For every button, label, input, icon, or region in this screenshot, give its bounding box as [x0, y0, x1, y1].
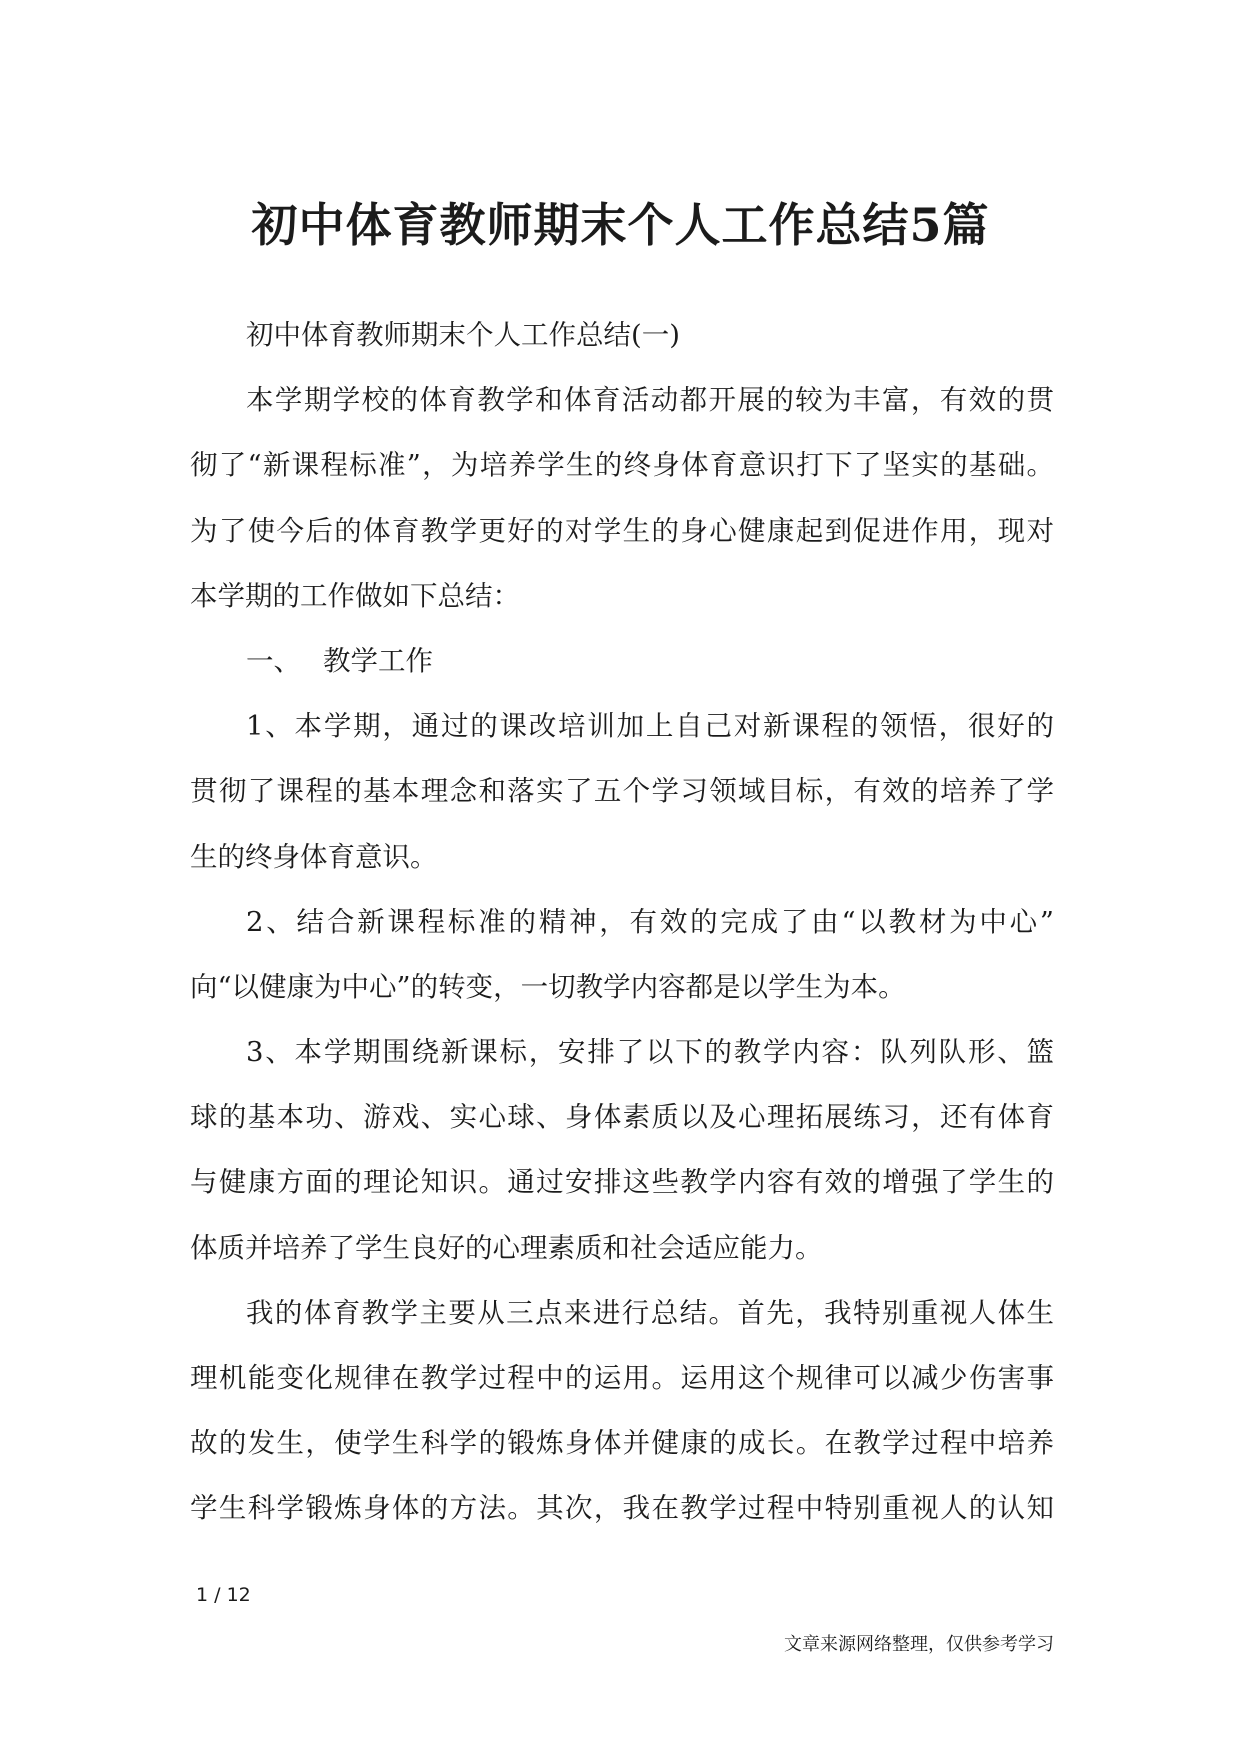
text-line: 2、结合新课程标准的精神，有效的完成了由“以教材为中心”: [246, 905, 1054, 938]
heading-text: 教学工作: [323, 644, 433, 677]
text-line: 向“以健康为中心”的转变，一切教学内容都是以学生为本。: [190, 970, 906, 1003]
document-title: 初中体育教师期末个人工作总结5篇: [251, 198, 990, 252]
source-note: 文章来源网络整理，仅供参考学习: [784, 1634, 1054, 1655]
text-line: 与健康方面的理论知识。通过安排这些教学内容有效的增强了学生的: [190, 1166, 1054, 1199]
text-line: 为了使今后的体育教学更好的对学生的身心健康起到促进作用，现对: [190, 514, 1054, 547]
document-body: [190, 303, 1054, 1542]
text-line: 学生科学锻炼身体的方法。其次，我在教学过程中特别重视人的认知: [190, 1492, 1054, 1525]
summary-paragraph: [190, 1281, 1054, 1542]
item-2-paragraph: [190, 890, 1054, 1020]
text-line: 本学期的工作做如下总结：: [190, 579, 520, 612]
text-line: 本学期学校的体育教学和体育活动都开展的较为丰富，有效的贯: [246, 384, 1054, 417]
text-line: 1、本学期，通过的课改培训加上自己对新课程的领悟，很好的: [246, 710, 1054, 743]
item-3-paragraph: [190, 1020, 1054, 1281]
item-1-paragraph: [190, 694, 1054, 890]
text-line: 理机能变化规律在教学过程中的运用。运用这个规律可以减少伤害事: [190, 1362, 1054, 1394]
heading-number: 一、: [246, 644, 301, 677]
text-line: 3、本学期围绕新课标，安排了以下的教学内容：队列队形、篮: [246, 1036, 1054, 1069]
text-line: 我的体育教学主要从三点来进行总结。首先，我特别重视人体生: [246, 1296, 1054, 1329]
page-number: 1 / 12: [196, 1584, 251, 1606]
text-line: 球的基本功、游戏、实心球、身体素质以及心理拓展练习，还有体育: [190, 1101, 1054, 1134]
text-line: 贯彻了课程的基本理念和落实了五个学习领域目标，有效的培养了学: [190, 775, 1054, 808]
intro-paragraph: [190, 368, 1054, 629]
text-line: 体质并培养了学生良好的心理素质和社会适应能力。: [190, 1231, 823, 1264]
text-line: 生的终身体育意识。: [190, 840, 438, 873]
section-title-paragraph: [190, 303, 1054, 368]
text-line: 彻了“新课程标准”，为培养学生的终身体育意识打下了坚实的基础。: [190, 449, 1054, 482]
text-line: 故的发生，使学生科学的锻炼身体并健康的成长。在教学过程中培养: [190, 1427, 1054, 1460]
section-heading: [190, 629, 1054, 694]
section-title: 初中体育教师期末个人工作总结(一): [246, 319, 680, 351]
